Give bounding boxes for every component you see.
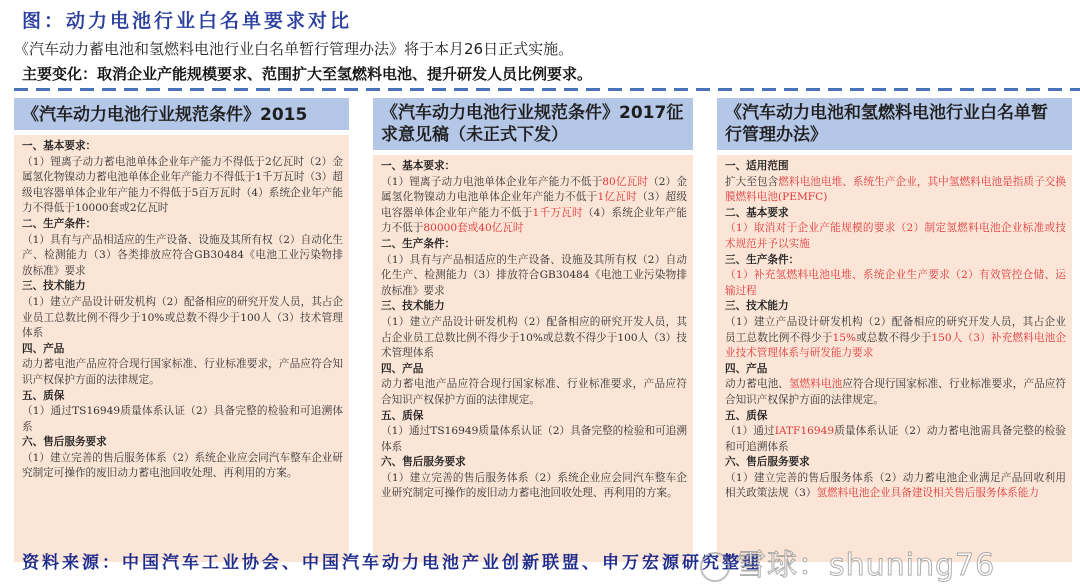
- section-text: [725, 221, 1066, 252]
- column-body: [373, 155, 693, 562]
- section-text: [725, 424, 1066, 455]
- main-changes-text: 主要变化：取消企业产能规模要求、范围扩大至氢燃料电池、提升研发人员比例要求。: [22, 65, 593, 83]
- section-text: [381, 315, 687, 362]
- text-run: （2）金属氢化物镍动力电池单体企业年产能力不低于: [381, 175, 687, 204]
- source-note: 资料来源：中国汽车工业协会、中国汽车动力电池产业创新联盟、申万宏源研究整理: [22, 553, 762, 573]
- section-text: [725, 175, 1066, 206]
- highlighted-change: 氢燃料电池: [788, 378, 843, 391]
- highlighted-change: 氢燃料电池企业具备建设相关售后服务体系能力: [816, 487, 1039, 500]
- text-run: （1）建立产品设计研发机构（2）配备相应的研究开发人员，其占企业员工总数比例不得少于: [725, 315, 1066, 344]
- text-run: 扩大至包含: [725, 175, 779, 188]
- section-text: [725, 268, 1066, 299]
- section-title: 二、生产条件：: [22, 217, 97, 230]
- section-title: 五、质保: [381, 409, 424, 422]
- text-run: 应符合现行国家标准、行业标准要求，产品应符合知识产权保护方面的法律规定。: [725, 378, 1067, 406]
- highlighted-change: 1千万瓦时: [532, 206, 583, 219]
- section-text: [22, 295, 343, 342]
- section-text: [22, 451, 343, 482]
- section-text: [22, 404, 343, 435]
- section-text: [725, 377, 1066, 408]
- highlighted-change: 15%: [832, 331, 857, 344]
- section-title: 四、产品: [22, 342, 65, 355]
- section-title: 一、基本要求：: [381, 160, 456, 172]
- text-run: （1）建立完善的售后服务体系（2）系统企业应会同汽车整车企业研究制定可操作的废旧动力蓄电池回收处理、再利用的方案。: [381, 471, 687, 500]
- highlighted-change: 80000套或40亿瓦时: [423, 222, 524, 235]
- watermark: [700, 540, 995, 584]
- text-run: 质量体系认证（2）动力蓄电池需具备完整的检验和可追溯体系: [725, 425, 1066, 453]
- highlighted-change: 燃料电池电堆、系统生产企业，其中氢燃料电池是指质子交换膜燃料电池(PEMFC): [725, 175, 1067, 204]
- section-title: 三、生产条件：: [725, 253, 800, 266]
- text-run: （1）具有与产品相适应的生产设备、设施及其所有权（2）自动化生产、检测能力（3）各类排放应符合GB30484《电池工业污染物排放标准》要求: [22, 233, 343, 277]
- section-title: 六、售后服务要求: [381, 456, 466, 469]
- text-run: 动力蓄电池产品应符合现行国家标准、行业标准要求，产品应符合知识产权保护方面的法律规定。: [22, 358, 343, 386]
- text-run: （1）建立完善的售后服务体系（2）动力蓄电池企业满足产品回收利用相关政策法规（3）: [725, 471, 1066, 500]
- section-text: [381, 377, 687, 408]
- section-title: 三、技术能力: [381, 300, 445, 313]
- column-header: 《汽车动力电池行业规范条件》2015: [14, 98, 349, 130]
- section-text: [22, 233, 343, 280]
- text-run: （1）锂离子动力蓄电池单体企业年产能力不得低于2亿瓦时（2）金属氢化物镍动力蓄电池单体企业年产能力不得低于1千万瓦时（3）超级电容器单体企业年产能力不得低于5百万瓦时（4）系统企业年产能力不得低于10000套或2亿瓦时: [22, 155, 343, 215]
- text-run: 或总数不得少于: [856, 331, 932, 344]
- column-2017-draft: [373, 98, 693, 562]
- section-title: 四、产品: [725, 362, 768, 375]
- column-header: 《汽车动力电池行业规范条件》2017征求意见稿（未正式下发）: [373, 98, 693, 150]
- highlighted-change: IATF16949: [774, 425, 835, 438]
- highlighted-change: （1）取消对于企业产能规模的要求（2）制定氢燃料电池企业标准或技术规范并予以实施: [725, 222, 1066, 250]
- text-run: （1）建立产品设计研发机构（2）配备相应的研究开发人员，其占企业员工总数比例不得少于10%或总数不得少于100人（3）技术管理体系: [381, 315, 687, 360]
- section-title: 五、质保: [22, 389, 65, 402]
- intro-text: 《汽车动力蓄电池和氢燃料电池行业白名单暂行管理办法》将于本月26日正式实施。: [14, 40, 574, 58]
- dashed-divider: [14, 88, 1080, 91]
- highlighted-change: （1）补充氢燃料电池电堆、系统企业生产要求（2）有效管控仓储、运输过程: [725, 269, 1066, 297]
- text-run: （1）通过TS16949质量体系认证（2）具备完整的检验和可追溯体系: [22, 405, 343, 433]
- section-title: 六、售后服务要求: [725, 456, 810, 469]
- text-run: 动力蓄电池、: [725, 378, 789, 391]
- section-text: [725, 471, 1066, 502]
- text-run: （1）建立产品设计研发机构（2）配备相应的研究开发人员，其占企业员工总数比例不得少于10%或总数不得少于100人（3）技术管理体系: [22, 295, 343, 340]
- section-title: 三、技术能力: [725, 300, 789, 313]
- section-title: 二、生产条件：: [381, 237, 456, 250]
- section-title: 二、基本要求: [725, 206, 789, 219]
- section-title: 一、基本要求：: [22, 140, 97, 152]
- text-run: （1）锂离子动力电池单体企业年产能力不低于: [381, 175, 603, 188]
- highlighted-change: 80亿瓦时: [602, 175, 649, 188]
- text-run: （3）超级电容器单体企业年产能力不低于: [381, 191, 687, 219]
- section-text: [381, 253, 687, 300]
- text-run: （1）通过TS16949质量体系认证（2）具备完整的检验和可追溯体系: [381, 425, 687, 453]
- text-run: 动力蓄电池产品应符合现行国家标准、行业标准要求，产品应符合知识产权保护方面的法律规定。: [381, 378, 687, 406]
- section-text: [381, 424, 687, 455]
- section-text: [725, 315, 1066, 362]
- section-text: [22, 155, 343, 217]
- section-text: [381, 175, 687, 237]
- snowball-logo-icon: [700, 552, 730, 582]
- section-text: [22, 357, 343, 388]
- section-text: [381, 471, 687, 502]
- column-whitelist: [717, 98, 1072, 562]
- highlighted-change: 150人（3）补充燃料电池企业技术管理体系与研发能力要求: [725, 331, 1067, 360]
- text-run: （4）系统企业年产能力不低于: [381, 206, 687, 235]
- column-body: [717, 155, 1072, 562]
- column-2015: [14, 98, 349, 562]
- watermark-text: 雪球：shuning76: [736, 548, 996, 583]
- figure-title: 图：动力电池行业白名单要求对比: [22, 10, 353, 32]
- section-title: 四、产品: [381, 362, 424, 375]
- section-title: 六、售后服务要求: [22, 436, 107, 449]
- section-title: 五、质保: [725, 409, 768, 422]
- highlighted-change: 1亿瓦时: [597, 191, 637, 204]
- section-title: 三、技术能力: [22, 280, 86, 293]
- column-header: 《汽车动力电池和氢燃料电池行业白名单暂行管理办法》: [717, 98, 1072, 150]
- section-title: 一、适用范围: [725, 160, 789, 172]
- column-body: [14, 135, 349, 562]
- text-run: （1）建立完善的售后服务体系（2）系统企业应会同汽车整车企业研究制定可操作的废旧动力蓄电池回收处理、再利用的方案。: [22, 451, 343, 480]
- text-run: （1）具有与产品相适应的生产设备、设施及其所有权（2）自动化生产、检测能力（3）排放符合GB30484《电池工业污染物排放标准》要求: [381, 253, 687, 297]
- text-run: （1）通过: [725, 425, 775, 438]
